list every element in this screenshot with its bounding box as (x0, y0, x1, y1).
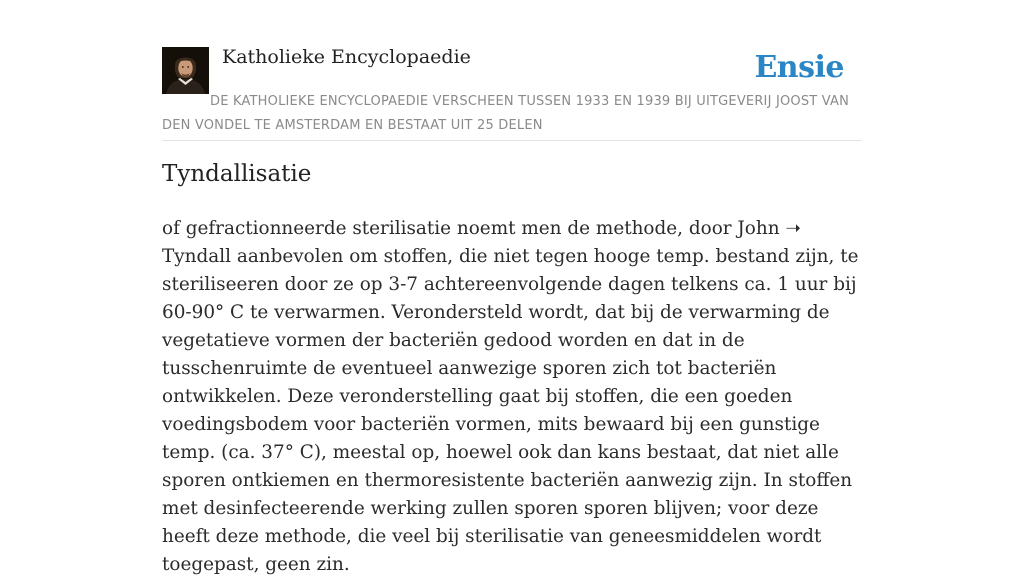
cross-reference-label: Tyndall (162, 246, 232, 267)
article-text-intro: of gefractionneerde sterilisatie noemt men de methode, door John (162, 218, 786, 239)
publication-title[interactable]: Katholieke Encyclopaedie (222, 46, 471, 68)
article-body (162, 215, 864, 579)
publication-header (162, 44, 862, 141)
portrait-avatar-icon[interactable] (162, 47, 209, 94)
article-text-main: aanbevolen om stoffen, die niet tegen hooge temp. bestand zijn, te steriliseeren door ze op 3-7 achtereenvolgende dagen telkens ca. 1 uur bij 60-90° C te verwarmen. Verondersteld wordt, dat bij de verwarming de vegetatieve vormen der bacteriën gedood worden en dat in de tusschenruimte de eventueel aanwezige sporen zich tot bacteriën ontwikkelen. Deze veronderstelling gaat bij stoffen, die een goeden voedingsbodem voor bacteriën vormen, mits bewaard bij een gunstige temp. (ca. 37° C), meestal op, hoewel ook dan kans bestaat, dat niet alle sporen ontkiemen en thermoresistente bacteriën aanwezig zijn. In stoffen met desinfecteerende werking zullen sporen sporen blijven; voor deze heeft deze methode, die veel bij sterilisatie van geneesmiddelen wordt toegepast, geen zin. (162, 246, 859, 575)
publication-description: DE KATHOLIEKE ENCYCLOPAEDIE VERSCHEEN TUSSEN 1933 EN 1939 BIJ UITGEVERIJ JOOST VAN DEN VONDEL TE AMSTERDAM EN BESTAAT UIT 25 DELEN (162, 94, 850, 133)
cross-reference-arrow-icon: ➝ (785, 218, 801, 239)
ensie-logo[interactable]: Ensie (754, 50, 844, 85)
article-title: Tyndallisatie (162, 161, 312, 187)
